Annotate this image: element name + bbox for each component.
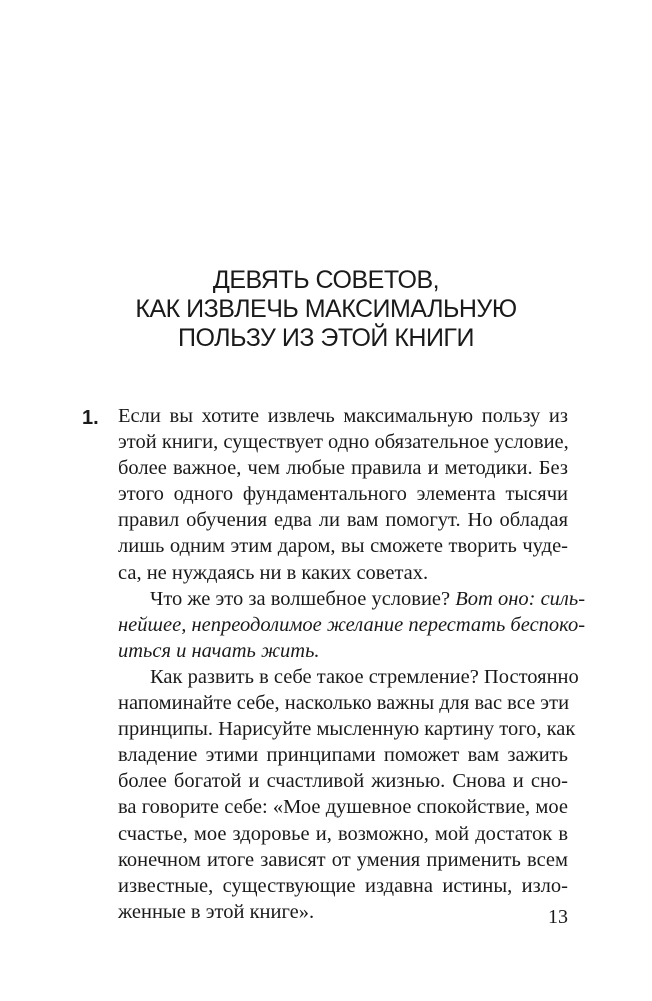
text-line: владение этими принципами поможет вам зажить — [118, 744, 568, 767]
text-line: принципы. Нарисуйте мысленную картину того, как — [118, 718, 576, 741]
text-line: известные, существующие издавна истины, изло- — [118, 874, 568, 897]
chapter-title-line-3: ПОЛЬЗУ ИЗ ЭТОЙ КНИГИ — [178, 324, 474, 352]
paragraph-2 — [118, 586, 586, 664]
text-line: этого одного фундаментального элемента тысячи — [118, 483, 568, 506]
list-item-body — [118, 403, 586, 925]
text-line: напоминайте себе, насколько важны для вас все эти — [118, 692, 570, 715]
text-line: иться и начать жить. — [118, 639, 320, 662]
text-line: более богатой и счастливой жизнью. Снова и сно- — [118, 770, 568, 793]
text-line: Как развить в себе такое стремление? Постоянно — [150, 665, 579, 688]
text-line: лишь одним этим даром, вы сможете творить чуде- — [118, 535, 568, 558]
text-line: этой книги, существует одно обязательное условие, — [118, 431, 569, 454]
list-item-number: 1. — [82, 407, 99, 429]
chapter-title-line-1: ДЕВЯТЬ СОВЕТОВ, — [212, 266, 440, 294]
text-line: правил обучения едва ли вам помогут. Но обладая — [118, 509, 568, 532]
text-line: более важное, чем любые правила и методики. Без — [118, 457, 568, 480]
paragraph-3 — [118, 664, 579, 925]
text-line: нейшее, непреодолимое желание перестать беспоко- — [118, 613, 586, 636]
text-line: са, не нуждаясь ни в каких советах. — [118, 561, 429, 584]
text-italic: Вот оно: силь- — [455, 587, 586, 610]
text-normal: Что же это за волшебное условие? — [150, 587, 456, 610]
text-line: счастье, мое здоровье и, возможно, мой достаток в — [118, 822, 568, 845]
text-line — [118, 586, 586, 612]
text-line: конечном итоге зависят от умения применить всем — [118, 848, 568, 871]
chapter-title — [0, 266, 652, 353]
chapter-title-line-2: КАК ИЗВЛЕЧЬ МАКСИМАЛЬНУЮ — [135, 295, 517, 323]
paragraph-1 — [118, 403, 568, 586]
text-line: женные в этой книге». — [118, 900, 315, 923]
page-number: 13 — [548, 906, 568, 928]
text-line: ва говорите себе: «Мое душевное спокойствие, мое — [118, 796, 568, 819]
text-line: Если вы хотите извлечь максимальную пользу из — [118, 405, 568, 427]
